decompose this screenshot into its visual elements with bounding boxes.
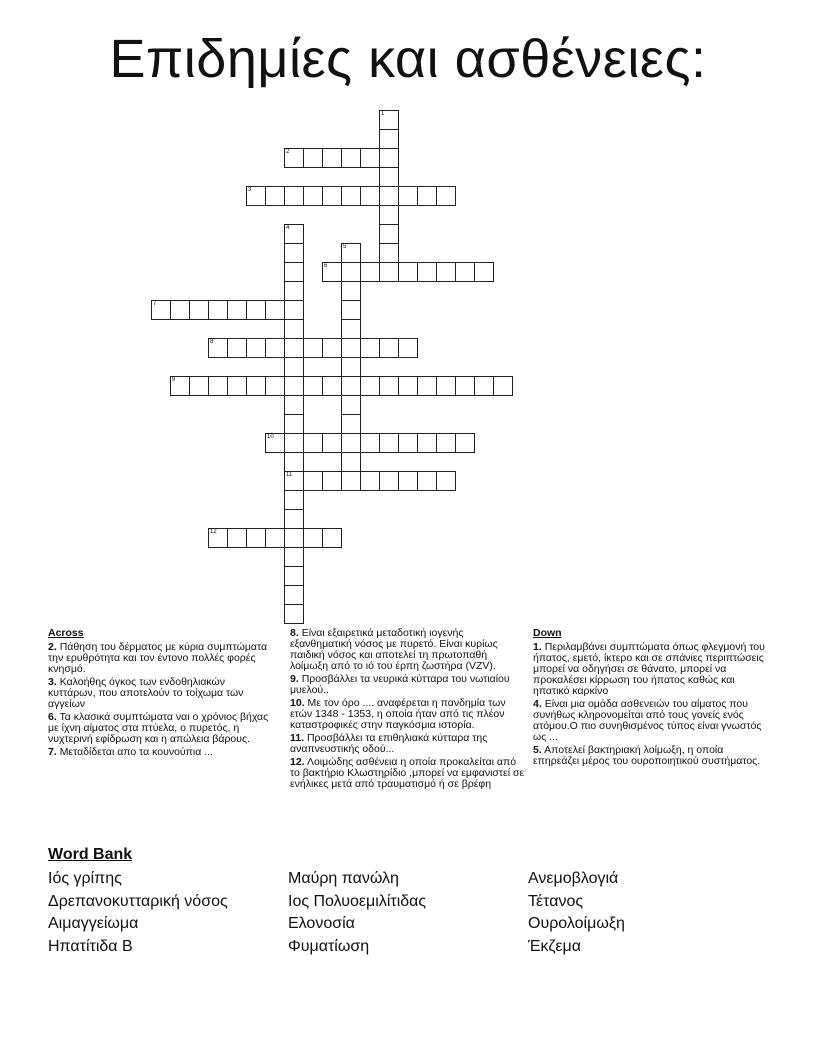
clue-number: 2 [286, 149, 290, 155]
word-bank-item: Ιός γρίπης [48, 870, 122, 887]
grid-cell[interactable] [379, 224, 399, 244]
grid-cell[interactable] [246, 300, 266, 320]
clue-down-5: 5. Αποτελεί βακτηριακή λοίμωξη, η οποία επηρεάζει μέρος του ουροποιητικού συστήματος. [533, 744, 761, 767]
grid-cell[interactable] [284, 148, 304, 168]
grid-cell[interactable] [379, 338, 399, 358]
grid-cell[interactable] [284, 243, 304, 263]
grid-cell[interactable] [417, 376, 437, 396]
grid-cell[interactable] [455, 262, 475, 282]
grid-cell[interactable] [398, 338, 418, 358]
grid-cell[interactable] [341, 452, 361, 472]
grid-cell[interactable] [246, 376, 266, 396]
grid-cell[interactable] [322, 148, 342, 168]
grid-cell[interactable] [360, 148, 380, 168]
grid-cell[interactable] [284, 338, 304, 358]
word-bank-item: Τέτανος [528, 892, 584, 910]
word-bank-item: Έκζεμα [528, 937, 582, 955]
grid-cell[interactable] [265, 528, 285, 548]
grid-cell[interactable] [284, 262, 304, 282]
grid-cell[interactable] [265, 186, 285, 206]
grid-cell[interactable] [227, 300, 247, 320]
grid-cell[interactable] [208, 338, 228, 358]
grid-cell[interactable] [284, 471, 304, 491]
grid-cell[interactable] [417, 186, 437, 206]
grid-cell[interactable] [170, 376, 190, 396]
across-clues-col2 [290, 628, 526, 792]
grid-cell[interactable] [284, 376, 304, 396]
grid-cell[interactable] [360, 186, 380, 206]
grid-cell[interactable] [284, 585, 304, 605]
grid-cell[interactable] [455, 376, 475, 396]
grid-cell[interactable] [322, 262, 342, 282]
down-heading: Down [533, 627, 562, 639]
grid-cell[interactable] [322, 338, 342, 358]
grid-cell[interactable] [379, 110, 399, 130]
grid-cell[interactable] [265, 376, 285, 396]
grid-cell[interactable] [341, 414, 361, 434]
grid-cell[interactable] [284, 395, 304, 415]
word-bank-item: Ουρολοίμωξη [528, 915, 625, 932]
grid-cell[interactable] [284, 300, 304, 320]
word-bank-item: Δρεπανοκυτταρική νόσος [48, 892, 228, 910]
grid-cell[interactable] [379, 167, 399, 187]
grid-cell[interactable] [417, 471, 437, 491]
grid-cell[interactable] [379, 129, 399, 149]
grid-cell[interactable] [341, 148, 361, 168]
word-bank-item: Ιος Πολυοεμιλίτιδας [288, 892, 427, 910]
grid-cell[interactable] [398, 186, 418, 206]
grid-cell[interactable] [227, 528, 247, 548]
grid-cell[interactable] [303, 376, 323, 396]
grid-cell[interactable] [341, 471, 361, 491]
grid-cell[interactable] [436, 262, 456, 282]
grid-cell[interactable] [341, 338, 361, 358]
word-bank-col2 [288, 868, 426, 958]
grid-cell[interactable] [322, 528, 342, 548]
grid-cell[interactable] [284, 357, 304, 377]
grid-cell[interactable] [170, 300, 190, 320]
grid-cell[interactable] [379, 205, 399, 225]
grid-cell[interactable] [303, 148, 323, 168]
grid-cell[interactable] [360, 338, 380, 358]
grid-cell[interactable] [360, 376, 380, 396]
word-bank-col1 [48, 868, 228, 958]
grid-cell[interactable] [474, 376, 494, 396]
grid-cell[interactable] [379, 243, 399, 263]
grid-cell[interactable] [341, 357, 361, 377]
grid-cell[interactable] [322, 433, 342, 453]
clue-across-2: 2. Πάθηση του δέρματος με κύρια συμπτώματα την ερυθρότητα και τον έντονο πολλές φορές κνησμό. [48, 641, 268, 675]
clue-number: 9 [172, 377, 176, 383]
grid-cell[interactable] [436, 186, 456, 206]
clue-down-4: 4. Είναι μια ομάδα ασθενειών του αίματος που συνήθως κληρονομείται από τους γονείς ενός ατόμου.Ο πιο συνηθισμένος τύπος είναι γνωστός ως ... [533, 698, 762, 743]
grid-cell[interactable] [284, 319, 304, 339]
grid-cell[interactable] [455, 433, 475, 453]
clue-number: 4 [286, 225, 290, 231]
grid-cell[interactable] [360, 471, 380, 491]
grid-cell[interactable] [341, 395, 361, 415]
grid-cell[interactable] [341, 262, 361, 282]
grid-cell[interactable] [360, 262, 380, 282]
grid-cell[interactable] [303, 433, 323, 453]
clue-across-6: 6. Τα κλασικά συμπτώματα ναι ο χρόνιος βήχας με ίχνη αίματος στα πτύελα, ο πυρετός, η νυχτερινή εφίδρωση και η απώλεια βάρους. [48, 711, 269, 745]
puzzle-title: Επιδημίες και ασθένειες: [109, 29, 707, 89]
grid-cell[interactable] [151, 300, 171, 320]
grid-cell[interactable] [322, 471, 342, 491]
grid-cell[interactable] [246, 186, 266, 206]
grid-cell[interactable] [379, 186, 399, 206]
grid-cell[interactable] [360, 433, 380, 453]
grid-cell[interactable] [341, 300, 361, 320]
grid-cell[interactable] [208, 528, 228, 548]
word-bank-item: Αιμαγγείωμα [48, 915, 139, 932]
grid-cell[interactable] [284, 528, 304, 548]
clue-across-9: 9. Προσβάλλει τα νευρικά κύτταρα του νωτιαίου μυελού.. [290, 673, 510, 696]
grid-cell[interactable] [303, 338, 323, 358]
grid-cell[interactable] [322, 376, 342, 396]
grid-cell[interactable] [303, 471, 323, 491]
grid-cell[interactable] [284, 414, 304, 434]
grid-cell[interactable] [379, 433, 399, 453]
grid-cell[interactable] [341, 376, 361, 396]
grid-cell[interactable] [341, 319, 361, 339]
clue-across-7: 7. Μεταδίδεται απο τα κουνούπια ... [48, 746, 213, 758]
clue-number: 11 [286, 472, 293, 478]
grid-cell[interactable] [284, 604, 304, 624]
clue-number: 1 [381, 111, 385, 117]
grid-cell[interactable] [417, 433, 437, 453]
grid-cell[interactable] [265, 338, 285, 358]
grid-cell[interactable] [265, 300, 285, 320]
clue-number: 7 [153, 301, 157, 307]
grid-cell[interactable] [265, 433, 285, 453]
grid-cell[interactable] [398, 262, 418, 282]
clue-number: 6 [324, 263, 328, 269]
grid-cell[interactable] [417, 262, 437, 282]
grid-cell[interactable] [493, 376, 513, 396]
clue-number: 3 [248, 187, 252, 193]
grid-cell[interactable] [284, 547, 304, 567]
grid-cell[interactable] [398, 376, 418, 396]
grid-cell[interactable] [398, 433, 418, 453]
grid-cell[interactable] [284, 452, 304, 472]
clue-across-8: 8. Είναι εξαιρετικά μεταδοτική ιογενής εξανθηματική νόσος με πυρετό. Είναι κυρίως παιδική νόσος και αποτελεί τη πρωτοπαθή λοίμωξη από το ιό του έρπη ζωστήρα (VZV). [290, 627, 498, 672]
grid-cell[interactable] [227, 376, 247, 396]
grid-cell[interactable] [303, 528, 323, 548]
grid-cell[interactable] [208, 300, 228, 320]
clue-down-1: 1. Περιλαμβάνει συμπτώματα όπως φλεγμονή του ήπατος, εμετό, ίκτερο και σε σπάνιες περιπτώσεις μπορεί να οδηγήσει σε θάνατο, μπορεί να προκαλέσει κίρρωση του ήπατος καθώς και ηπατικό καρκίνο [533, 641, 765, 697]
word-bank-item: Ηπατίτιδα Β [48, 937, 133, 955]
word-bank-item: Μαύρη πανώλη [288, 870, 399, 887]
grid-cell[interactable] [246, 338, 266, 358]
grid-cell[interactable] [227, 338, 247, 358]
grid-cell[interactable] [303, 186, 323, 206]
word-bank-item: Ελονοσία [288, 915, 355, 932]
word-bank-title: Word Bank [48, 846, 133, 863]
grid-cell[interactable] [341, 281, 361, 301]
word-bank-col3 [528, 868, 625, 958]
grid-cell[interactable] [189, 300, 209, 320]
grid-cell[interactable] [284, 566, 304, 586]
grid-cell[interactable] [208, 376, 228, 396]
grid-cell[interactable] [341, 186, 361, 206]
grid-cell[interactable] [436, 433, 456, 453]
word-bank-item: Ανεμοβλογιά [528, 870, 619, 887]
grid-cell[interactable] [284, 433, 304, 453]
across-clues-col1 [48, 628, 270, 760]
grid-cell[interactable] [379, 148, 399, 168]
clue-across-3: 3. Καλοήθης όγκος των ενδοθηλιακών κυττάρων, που αποτελούν το τοίχωμα των αγγείων [48, 676, 244, 710]
grid-cell[interactable] [284, 224, 304, 244]
grid-cell[interactable] [284, 490, 304, 510]
grid-cell[interactable] [341, 243, 361, 263]
grid-cell[interactable] [341, 433, 361, 453]
grid-cell[interactable] [379, 376, 399, 396]
clue-across-10: 10. Με τον όρο .... αναφέρεται η πανδημία των ετών 1348 - 1353, η οποία ήταν από τις πλέον καταστροφικές στην παγκόσμια ιστορία. [290, 697, 506, 731]
grid-cell[interactable] [246, 528, 266, 548]
across-heading: Across [48, 627, 84, 639]
clue-number: 8 [210, 339, 214, 345]
clue-across-11: 11. Προσβάλλει τα επιθηλιακά κύτταρα της αναπνευστικής οδού... [290, 732, 488, 755]
down-clues [533, 628, 769, 769]
clue-number: 12 [210, 529, 217, 535]
clue-number: 10 [267, 434, 274, 440]
grid-cell[interactable] [474, 262, 494, 282]
grid-cell[interactable] [436, 471, 456, 491]
word-bank-item: Φυματίωση [288, 937, 370, 955]
grid-cell[interactable] [379, 262, 399, 282]
grid-cell[interactable] [284, 509, 304, 529]
grid-cell[interactable] [398, 471, 418, 491]
grid-cell[interactable] [379, 471, 399, 491]
grid-cell[interactable] [284, 281, 304, 301]
grid-cell[interactable] [322, 186, 342, 206]
grid-cell[interactable] [436, 376, 456, 396]
grid-cell[interactable] [284, 186, 304, 206]
clue-number: 5 [343, 244, 347, 250]
clue-across-12: 12. Λοιμώδης ασθένεια η οποία προκαλείται από το βακτήριο Κλωστηρίδιο ,μπορεί να εμφανιστεί σε ενήλικες μετά από τραυματισμό ή σε βρέφη [290, 756, 525, 790]
grid-cell[interactable] [189, 376, 209, 396]
